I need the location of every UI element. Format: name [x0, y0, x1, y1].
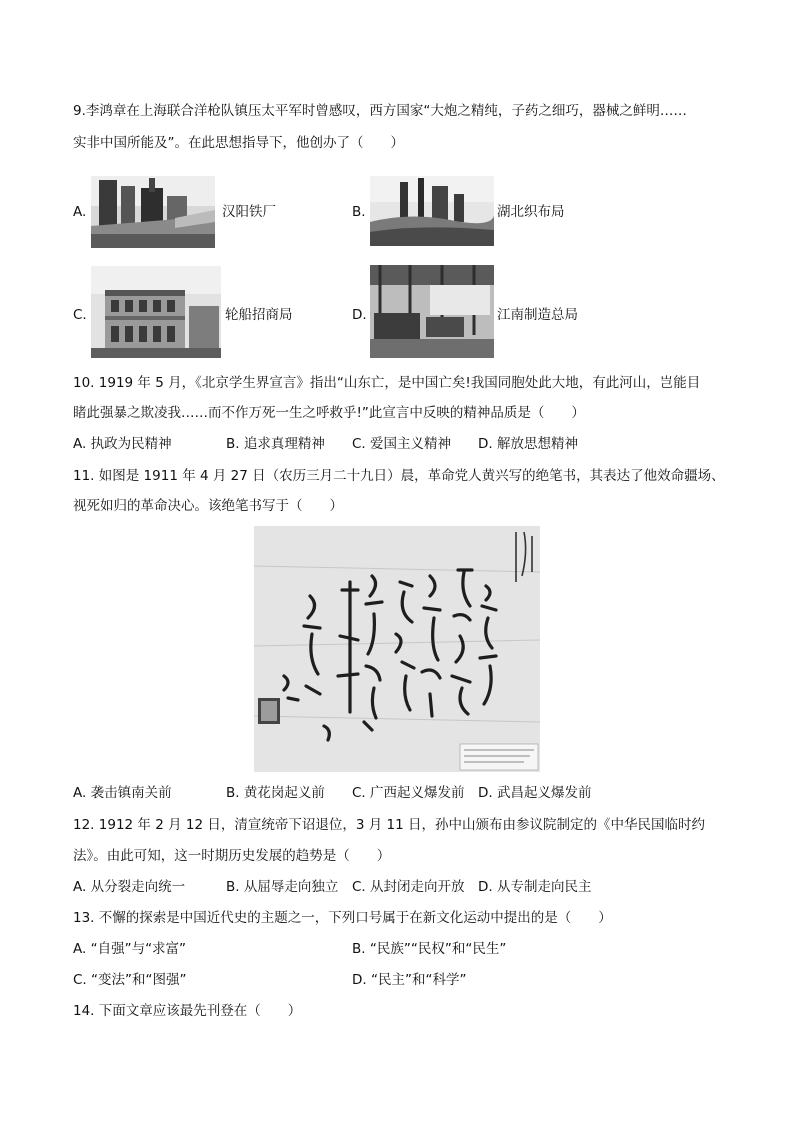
q10-stem-line1: 10. 1919 年 5 月，《北京学生界宣言》指出“山东亡，是中国亡矣!我国同胞处此大地，有此河山，岂能目 [73, 375, 701, 391]
q13-option-a[interactable]: A. “自强”与“求富” [73, 941, 187, 957]
q12-stem-line2: 法》。由此可知，这一时期历史发展的趋势是（ ） [73, 848, 391, 864]
q12-option-a[interactable]: A. 从分裂走向统一 [73, 879, 186, 895]
q9-option-b-caption[interactable]: 湖北织布局 [497, 204, 565, 220]
hubei-textile-bureau-photo [370, 176, 494, 246]
q11-option-c[interactable]: C. 广西起义爆发前 [352, 785, 465, 801]
hanyang-ironworks-photo [91, 176, 215, 248]
q10-option-d[interactable]: D. 解放思想精神 [478, 436, 578, 452]
q13-option-d[interactable]: D. “民主”和“科学” [352, 972, 467, 988]
q9-option-b-letter[interactable]: B. [352, 204, 366, 220]
q13-stem: 13. 不懈的探索是中国近代史的主题之一，下列口号属于在新文化运动中提出的是（ ） [73, 910, 612, 926]
q10-option-a[interactable]: A. 执政为民精神 [73, 436, 172, 452]
china-merchants-steam-navigation-photo [91, 266, 221, 358]
q11-stem-line1: 11. 如图是 1911 年 4 月 27 日（农历三月二十九日）晨，革命党人黄兴写的绝笔书，其表达了他效命疆场、 [73, 468, 725, 484]
q10-option-b[interactable]: B. 追求真理精神 [226, 436, 325, 452]
q9-option-d-caption[interactable]: 江南制造总局 [497, 307, 578, 323]
q10-stem-line2: 睹此强暴之欺凌我……而不作万死一生之呼救乎!”此宣言中反映的精神品质是（ ） [73, 405, 585, 421]
q9-option-a-letter[interactable]: A. [73, 204, 87, 220]
q9-option-c-caption[interactable]: 轮船招商局 [225, 307, 293, 323]
q11-option-a[interactable]: A. 袭击镇南关前 [73, 785, 172, 801]
q12-option-c[interactable]: C. 从封闭走向开放 [352, 879, 465, 895]
q14-stem: 14. 下面文章应该最先刊登在（ ） [73, 1003, 302, 1019]
q12-stem-line1: 12. 1912 年 2 月 12 日，清宣统帝下诏退位，3 月 11 日，孙中山颁布由参议院制定的《中华民国临时约 [73, 817, 705, 833]
q9-option-a-caption[interactable]: 汉阳铁厂 [222, 204, 276, 220]
q11-stem-line2: 视死如归的革命决心。该绝笔书写于（ ） [73, 498, 343, 514]
q12-option-b[interactable]: B. 从屈辱走向独立 [226, 879, 339, 895]
jiangnan-arsenal-photo [370, 265, 494, 358]
q11-option-d[interactable]: D. 武昌起义爆发前 [478, 785, 592, 801]
q9-stem-line2: 实非中国所能及”。在此思想指导下，他创办了（ ） [73, 135, 404, 151]
huang-xing-farewell-letter-image [254, 526, 540, 772]
q12-option-d[interactable]: D. 从专制走向民主 [478, 879, 592, 895]
q10-option-c[interactable]: C. 爱国主义精神 [352, 436, 452, 452]
q9-option-d-letter[interactable]: D. [352, 307, 367, 323]
q13-option-b[interactable]: B. “民族”“民权”和“民生” [352, 941, 507, 957]
q9-stem-line1: 9.李鸿章在上海联合洋枪队镇压太平军时曾感叹，西方国家“大炮之精纯，子药之细巧，器械之鲜明…… [73, 103, 687, 119]
q13-option-c[interactable]: C. “变法”和“图强” [73, 972, 187, 988]
q11-option-b[interactable]: B. 黄花岗起义前 [226, 785, 325, 801]
q9-option-c-letter[interactable]: C. [73, 307, 87, 323]
